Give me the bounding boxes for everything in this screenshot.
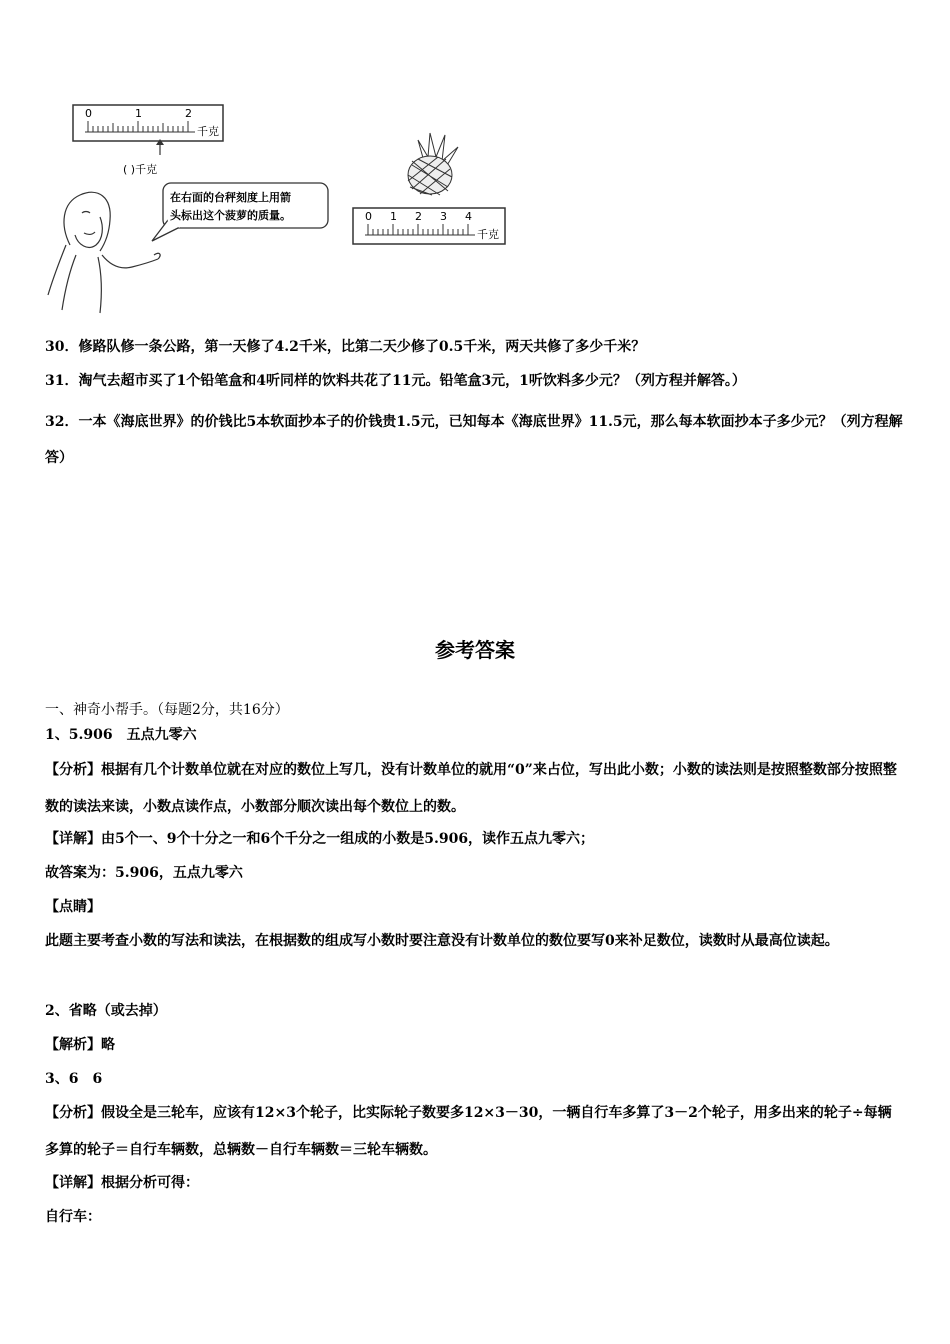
scale2-tick-0: 0 <box>365 210 372 223</box>
question-32: 32．一本《海底世界》的价钱比5本软面抄本子的价钱贵1.5元，已知每本《海底世界》11.5元，那么每本软面抄本子多少元？（列方程解答） <box>45 414 903 466</box>
answer-2: 2、省略（或去掉） <box>45 1003 167 1019</box>
weight-blank: ( )千克 <box>123 163 158 176</box>
answer-3-detail: 【详解】根据分析可得： <box>45 1175 199 1191</box>
scale2-tick-4: 4 <box>465 210 472 223</box>
answer-2-analysis: 【解析】略 <box>45 1037 115 1053</box>
scale1-unit: 千克 <box>197 125 219 138</box>
scale1-tick-0: 0 <box>85 107 92 120</box>
scale2-unit: 千克 <box>477 228 499 241</box>
answer-3: 3、6 6 <box>45 1071 103 1087</box>
question-30: 30．修路队修一条公路，第一天修了4.2千米，比第二天少修了0.5千米，两天共修了多少千米？ <box>45 339 646 355</box>
speech-line-2: 头标出这个菠萝的质量。 <box>170 209 291 222</box>
scale-1 <box>73 105 223 176</box>
answer-1: 1、5.906 五点九零六 <box>45 727 197 743</box>
scale1-tick-1: 1 <box>135 107 142 120</box>
pineapple-illustration <box>408 133 458 195</box>
girl-illustration <box>48 192 160 313</box>
answer-1-result: 故答案为：5.906，五点九零六 <box>45 865 243 881</box>
answer-1-analysis: 【分析】根据有几个计数单位就在对应的数位上写几，没有计数单位的就用“0”来占位，写出此小数；小数的读法则是按照整数部分按照整数的读法来读，小数点读作点，小数部分顺次读出每个数位上的数。 <box>45 762 897 815</box>
scale2-tick-1: 1 <box>390 210 397 223</box>
speech-bubble <box>152 183 328 241</box>
scale2-tick-2: 2 <box>415 210 422 223</box>
speech-line-1: 在右面的台秤刻度上用箭 <box>170 191 291 204</box>
answer-1-note-heading: 【点睛】 <box>45 899 101 915</box>
scale2-tick-3: 3 <box>440 210 447 223</box>
scale-2 <box>353 208 505 244</box>
answer-1-detail: 【详解】由5个一、9个十分之一和6个千分之一组成的小数是5.906，读作五点九零六； <box>45 831 595 847</box>
answer-3-bicycle: 自行车： <box>45 1209 101 1225</box>
answers-title: 参考答案 <box>435 638 515 662</box>
question-31: 31．淘气去超市买了1个铅笔盒和4听同样的饮料共花了11元。铅笔盒3元，1听饮料多少元？（列方程并解答。） <box>45 373 746 389</box>
answer-3-analysis: 【分析】假设全是三轮车，应该有12×3个轮子，比实际轮子数要多12×3－30，一辆自行车多算了3－2个轮子，用多出来的轮子÷每辆多算的轮子＝自行车辆数，总辆数－自行车辆数＝三轮车辆数。 <box>45 1105 892 1158</box>
scale1-tick-2: 2 <box>185 107 192 120</box>
answer-1-note: 此题主要考查小数的写法和读法，在根据数的组成写小数时要注意没有计数单位的数位要写0来补足数位，读数时从最高位读起。 <box>45 933 839 949</box>
figure-illustration <box>40 95 520 317</box>
section-1-heading: 一、神奇小帮手。（每题2分，共16分） <box>45 702 289 718</box>
